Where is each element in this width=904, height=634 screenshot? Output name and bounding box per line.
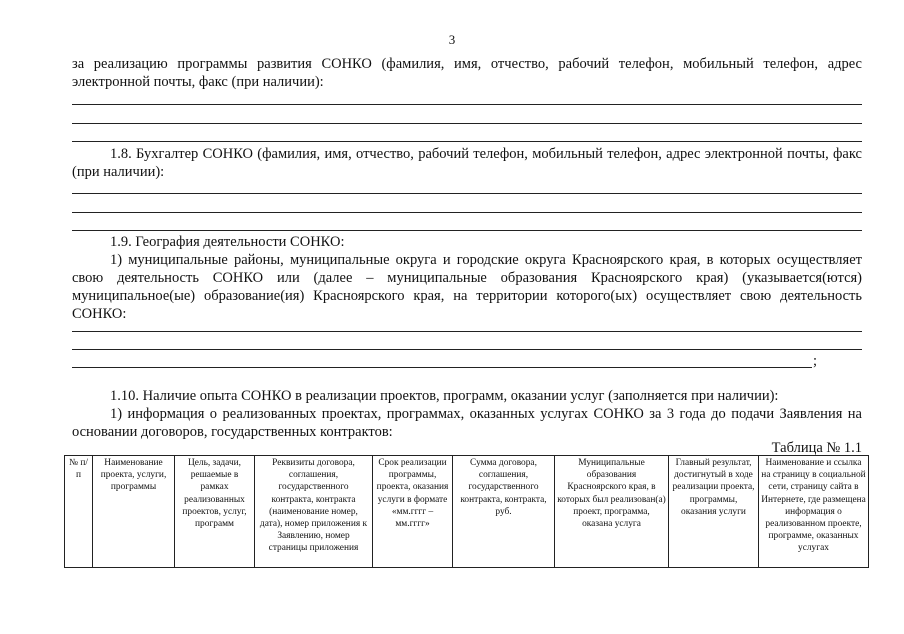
table-header-cell: Срок реализации программы, проекта, оказания услуги в формате «мм.гггг – мм.гггг» [373, 456, 453, 568]
table-header-cell: № п/п [65, 456, 93, 568]
table-header-row [65, 456, 869, 568]
fill-line[interactable] [72, 331, 862, 332]
table-header-cell: Главный результат, достигнутый в ходе реализации проекта, программы, оказания услуги [669, 456, 759, 568]
table-header-cell: Цель, задачи, решаемые в рамках реализованных проектов, услуг, программ [175, 456, 255, 568]
table-caption: Таблица № 1.1 [771, 440, 862, 456]
fill-line[interactable] [72, 104, 862, 105]
table-header-cell: Муниципальные образования Красноярского края, в которых был реализован(а) проект, программа, оказана услуга [555, 456, 669, 568]
fill-line[interactable] [72, 123, 862, 124]
fill-line[interactable] [72, 230, 862, 231]
fill-line-end-semicolon: ; [813, 353, 818, 369]
fill-line[interactable] [72, 212, 862, 213]
section-1-9-title: 1.9. География деятельности СОНКО: [110, 234, 345, 250]
table-header-cell: Наименование проекта, услуги, программы [93, 456, 175, 568]
table-header-cell: Сумма договора, соглашения, государственного контракта, контракта, руб. [453, 456, 555, 568]
fill-line[interactable] [72, 349, 862, 350]
section-1-8: 1.8. Бухгалтер СОНКО (фамилия, имя, отчество, рабочий телефон, мобильный телефон, адрес электронной почты, факс (при наличии): [72, 146, 862, 180]
experience-table [64, 455, 869, 568]
page-number: 3 [448, 32, 456, 47]
section-1-10-text: 1) информация о реализованных проектах, программах, оказанных услугах СОНКО за 3 года до подачи Заявления на основании договоров, государственных контрактов: [72, 406, 862, 440]
fill-line[interactable] [72, 141, 862, 142]
table-header-cell: Реквизиты договора, соглашения, государственного контракта, контракта (наименование номер, дата), номер приложения к Заявлению, номер страницы приложения [255, 456, 373, 568]
section-1-9-text: 1) муниципальные районы, муниципальные округа и городские округа Красноярского края, в которых осуществляет свою деятельность СОНКО или (далее – муниципальные образования Красноярского края) (указывается(ются) муниципальное(ые) образование(ия) Красноярского края, на территории которого(ых) осуществляет свою деятельность СОНКО: [72, 252, 862, 322]
fill-line[interactable] [72, 193, 862, 194]
section-1-7-continuation: за реализацию программы развития СОНКО (фамилия, имя, отчество, рабочий телефон, мобильный телефон, адрес электронной почты, факс (при наличии): [72, 56, 862, 90]
table-header-cell: Наименование и ссылка на страницу в социальной сети, страницу сайта в Интернете, где размещена информация о реализованном проекте, программе, оказанных услугах [759, 456, 869, 568]
section-1-10-title: 1.10. Наличие опыта СОНКО в реализации проектов, программ, оказании услуг (заполняется при наличии): [110, 388, 779, 404]
fill-line[interactable] [72, 367, 812, 368]
